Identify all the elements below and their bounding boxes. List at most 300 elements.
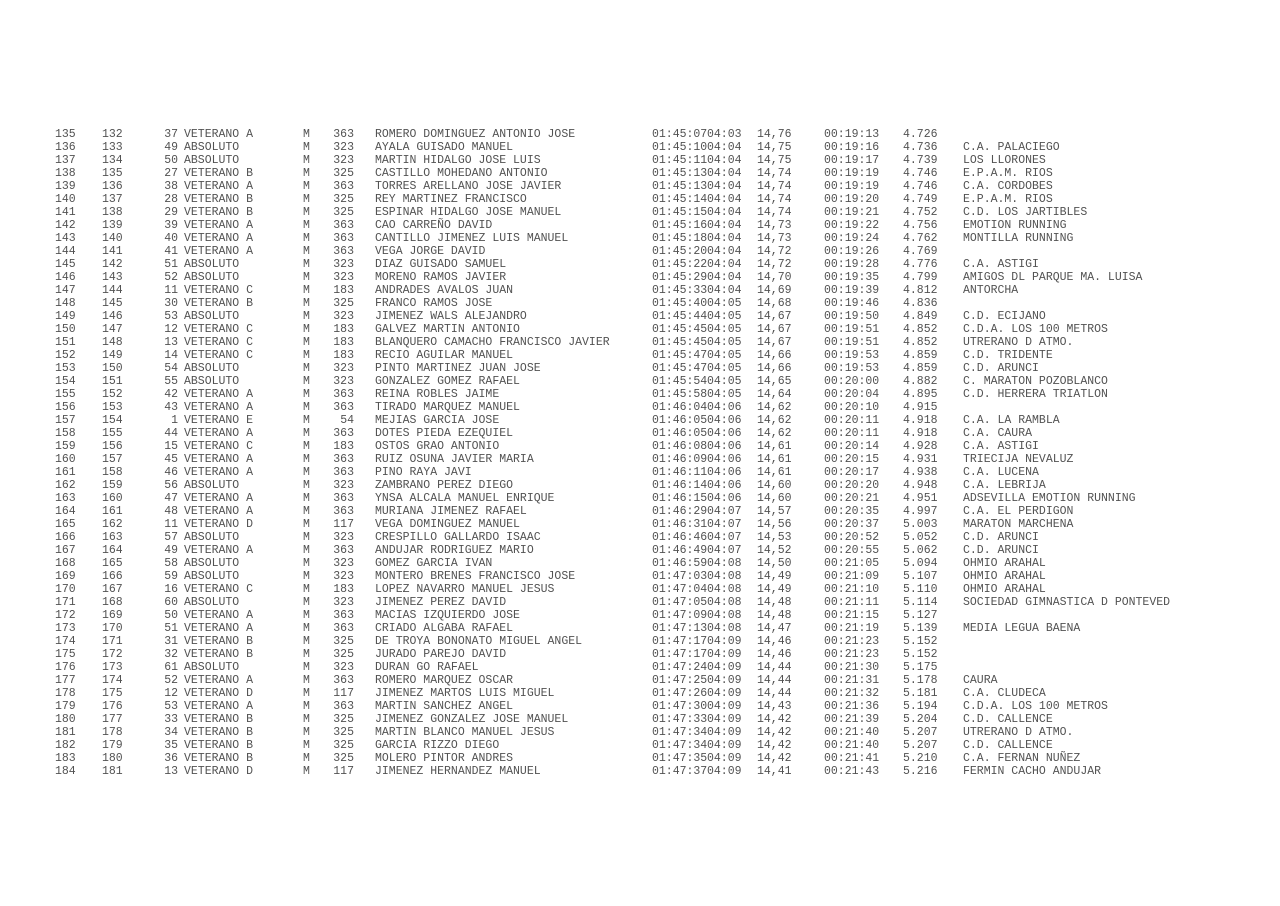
table-row bbox=[55, 349, 1170, 362]
cell-time: 01:45:22 bbox=[652, 258, 708, 271]
cell-pos_net: 132 bbox=[102, 128, 123, 141]
cell-sex: M bbox=[303, 375, 310, 388]
cell-pos_net: 168 bbox=[102, 596, 123, 609]
cell-speed_kmh: 14,62 bbox=[757, 401, 792, 414]
cell-diff: 00:21:43 bbox=[824, 765, 880, 778]
cell-category: VETERANO A bbox=[184, 492, 254, 505]
cell-pos: 147 bbox=[55, 284, 76, 297]
cell-speed_m_s: 4.739 bbox=[903, 154, 938, 167]
cell-time: 01:45:20 bbox=[652, 245, 708, 258]
cell-time: 01:45:33 bbox=[652, 284, 708, 297]
cell-speed_m_s: 5.127 bbox=[903, 609, 938, 622]
cell-time: 01:46:05 bbox=[652, 414, 708, 427]
cell-pos_net: 172 bbox=[102, 648, 123, 661]
cell-category: VETERANO A bbox=[184, 388, 254, 401]
cell-club: C.D. CALLENCE bbox=[963, 713, 1053, 726]
cell-category: VETERANO C bbox=[184, 583, 254, 596]
cell-pace_min_km: 04:09 bbox=[707, 661, 742, 674]
cell-diff: 00:20:20 bbox=[824, 479, 880, 492]
table-row bbox=[55, 258, 1170, 271]
cell-category: VETERANO B bbox=[184, 713, 254, 726]
cell-club: EMOTION RUNNING bbox=[963, 219, 1067, 232]
cell-speed_m_s: 5.114 bbox=[903, 596, 938, 609]
cell-diff: 00:19:26 bbox=[824, 245, 880, 258]
cell-speed_kmh: 14,65 bbox=[757, 375, 792, 388]
table-row bbox=[55, 492, 1170, 505]
cell-bib: 325 bbox=[333, 752, 354, 765]
table-row bbox=[55, 232, 1170, 245]
cell-name: PINO RAYA JAVI bbox=[375, 466, 472, 479]
cell-speed_m_s: 4.756 bbox=[903, 219, 938, 232]
cell-diff: 00:20:04 bbox=[824, 388, 880, 401]
cell-sex: M bbox=[303, 674, 310, 687]
cell-pos: 153 bbox=[55, 362, 76, 375]
cell-name: TORRES ARELLANO JOSE JAVIER bbox=[375, 180, 562, 193]
cell-speed_kmh: 14,61 bbox=[757, 453, 792, 466]
cell-sex: M bbox=[303, 570, 310, 583]
cell-pace_min_km: 04:07 bbox=[707, 544, 742, 557]
cell-name: RECIO AGUILAR MANUEL bbox=[375, 349, 514, 362]
cell-diff: 00:21:11 bbox=[824, 596, 880, 609]
cell-pos: 171 bbox=[55, 596, 76, 609]
cell-pos_net: 181 bbox=[102, 765, 123, 778]
cell-diff: 00:19:35 bbox=[824, 271, 880, 284]
cell-sex: M bbox=[303, 531, 310, 544]
cell-pos_net: 161 bbox=[102, 505, 123, 518]
cell-diff: 00:19:19 bbox=[824, 167, 880, 180]
cell-name: CASTILLO MOHEDANO ANTONIO bbox=[375, 167, 548, 180]
cell-cat_pos: 12 bbox=[164, 323, 178, 336]
cell-diff: 00:19:46 bbox=[824, 297, 880, 310]
cell-sex: M bbox=[303, 193, 310, 206]
cell-category: VETERANO C bbox=[184, 336, 254, 349]
cell-speed_m_s: 4.852 bbox=[903, 336, 938, 349]
cell-cat_pos: 44 bbox=[164, 427, 178, 440]
cell-time: 01:46:08 bbox=[652, 440, 708, 453]
cell-diff: 00:21:32 bbox=[824, 687, 880, 700]
cell-club: C.D. ARUNCI bbox=[963, 544, 1039, 557]
cell-cat_pos: 37 bbox=[164, 128, 178, 141]
cell-pos_net: 135 bbox=[102, 167, 123, 180]
cell-pos: 167 bbox=[55, 544, 76, 557]
table-row bbox=[55, 518, 1170, 531]
cell-pos_net: 153 bbox=[102, 401, 123, 414]
cell-cat_pos: 49 bbox=[164, 141, 178, 154]
cell-bib: 117 bbox=[333, 765, 354, 778]
cell-name: VEGA DOMINGUEZ MANUEL bbox=[375, 518, 520, 531]
cell-sex: M bbox=[303, 427, 310, 440]
cell-category: VETERANO A bbox=[184, 401, 254, 414]
cell-pos: 144 bbox=[55, 245, 76, 258]
cell-club: C.A. CAURA bbox=[963, 427, 1033, 440]
cell-name: JIMENEZ PEREZ DAVID bbox=[375, 596, 507, 609]
cell-pos: 137 bbox=[55, 154, 76, 167]
table-row bbox=[55, 661, 1170, 674]
cell-club: MEDIA LEGUA BAENA bbox=[963, 622, 1081, 635]
cell-cat_pos: 33 bbox=[164, 713, 178, 726]
cell-cat_pos: 13 bbox=[164, 765, 178, 778]
cell-speed_kmh: 14,76 bbox=[757, 128, 792, 141]
cell-sex: M bbox=[303, 453, 310, 466]
cell-speed_m_s: 4.752 bbox=[903, 206, 938, 219]
cell-club: E.P.A.M. RIOS bbox=[963, 193, 1053, 206]
cell-speed_kmh: 14,72 bbox=[757, 245, 792, 258]
cell-time: 01:45:11 bbox=[652, 154, 708, 167]
cell-sex: M bbox=[303, 648, 310, 661]
cell-pos_net: 166 bbox=[102, 570, 123, 583]
cell-sex: M bbox=[303, 310, 310, 323]
cell-club: LOS LLORONES bbox=[963, 154, 1046, 167]
cell-pace_min_km: 04:06 bbox=[707, 466, 742, 479]
cell-category: VETERANO A bbox=[184, 544, 254, 557]
cell-sex: M bbox=[303, 609, 310, 622]
cell-sex: M bbox=[303, 336, 310, 349]
cell-time: 01:45:54 bbox=[652, 375, 708, 388]
cell-category: VETERANO A bbox=[184, 700, 254, 713]
cell-pos: 136 bbox=[55, 141, 76, 154]
table-row bbox=[55, 609, 1170, 622]
cell-club: UTRERANO D ATMO. bbox=[963, 726, 1074, 739]
cell-bib: 323 bbox=[333, 141, 354, 154]
cell-speed_kmh: 14,67 bbox=[757, 336, 792, 349]
cell-cat_pos: 15 bbox=[164, 440, 178, 453]
cell-pos: 183 bbox=[55, 752, 76, 765]
cell-pos_net: 180 bbox=[102, 752, 123, 765]
cell-pace_min_km: 04:08 bbox=[707, 583, 742, 596]
cell-bib: 363 bbox=[333, 466, 354, 479]
cell-name: REINA ROBLES JAIME bbox=[375, 388, 500, 401]
cell-category: VETERANO E bbox=[184, 414, 254, 427]
cell-diff: 00:20:15 bbox=[824, 453, 880, 466]
cell-club: UTRERANO D ATMO. bbox=[963, 336, 1074, 349]
cell-speed_kmh: 14,53 bbox=[757, 531, 792, 544]
cell-pos: 143 bbox=[55, 232, 76, 245]
cell-pos_net: 169 bbox=[102, 609, 123, 622]
table-row bbox=[55, 141, 1170, 154]
cell-club: ADSEVILLA EMOTION RUNNING bbox=[963, 492, 1136, 505]
cell-speed_kmh: 14,61 bbox=[757, 466, 792, 479]
cell-pos: 161 bbox=[55, 466, 76, 479]
cell-pos: 177 bbox=[55, 674, 76, 687]
cell-time: 01:45:40 bbox=[652, 297, 708, 310]
cell-time: 01:45:16 bbox=[652, 219, 708, 232]
cell-cat_pos: 52 bbox=[164, 674, 178, 687]
cell-pos: 159 bbox=[55, 440, 76, 453]
cell-cat_pos: 27 bbox=[164, 167, 178, 180]
cell-cat_pos: 39 bbox=[164, 219, 178, 232]
cell-pace_min_km: 04:04 bbox=[707, 193, 742, 206]
cell-pos: 141 bbox=[55, 206, 76, 219]
table-row bbox=[55, 622, 1170, 635]
cell-diff: 00:20:14 bbox=[824, 440, 880, 453]
table-row bbox=[55, 245, 1170, 258]
cell-name: ANDUJAR RODRIGUEZ MARIO bbox=[375, 544, 534, 557]
cell-bib: 323 bbox=[333, 258, 354, 271]
table-row bbox=[55, 297, 1170, 310]
cell-bib: 363 bbox=[333, 180, 354, 193]
table-row bbox=[55, 583, 1170, 596]
cell-pace_min_km: 04:09 bbox=[707, 713, 742, 726]
cell-category: ABSOLUTO bbox=[184, 570, 240, 583]
cell-diff: 00:21:40 bbox=[824, 726, 880, 739]
cell-bib: 325 bbox=[333, 193, 354, 206]
cell-club: E.P.A.M. RIOS bbox=[963, 167, 1053, 180]
cell-name: JIMENEZ GONZALEZ JOSE MANUEL bbox=[375, 713, 569, 726]
cell-time: 01:46:46 bbox=[652, 531, 708, 544]
cell-pos: 158 bbox=[55, 427, 76, 440]
cell-sex: M bbox=[303, 479, 310, 492]
cell-speed_m_s: 5.052 bbox=[903, 531, 938, 544]
cell-pos_net: 149 bbox=[102, 349, 123, 362]
cell-speed_kmh: 14,73 bbox=[757, 219, 792, 232]
cell-pos_net: 134 bbox=[102, 154, 123, 167]
cell-club: C.D.A. LOS 100 METROS bbox=[963, 323, 1108, 336]
cell-pos: 152 bbox=[55, 349, 76, 362]
cell-speed_m_s: 5.204 bbox=[903, 713, 938, 726]
cell-category: VETERANO D bbox=[184, 518, 254, 531]
table-row bbox=[55, 739, 1170, 752]
cell-speed_m_s: 4.776 bbox=[903, 258, 938, 271]
cell-time: 01:47:30 bbox=[652, 700, 708, 713]
cell-sex: M bbox=[303, 739, 310, 752]
table-row bbox=[55, 219, 1170, 232]
cell-speed_kmh: 14,67 bbox=[757, 310, 792, 323]
cell-pos: 181 bbox=[55, 726, 76, 739]
cell-category: ABSOLUTO bbox=[184, 141, 240, 154]
cell-pace_min_km: 04:04 bbox=[707, 206, 742, 219]
cell-bib: 363 bbox=[333, 492, 354, 505]
cell-name: TIRADO MARQUEZ MANUEL bbox=[375, 401, 520, 414]
cell-bib: 183 bbox=[333, 440, 354, 453]
table-row bbox=[55, 193, 1170, 206]
cell-pace_min_km: 04:05 bbox=[707, 388, 742, 401]
cell-name: DURAN GO RAFAEL bbox=[375, 661, 479, 674]
table-row bbox=[55, 128, 1170, 141]
cell-cat_pos: 55 bbox=[164, 375, 178, 388]
cell-speed_m_s: 5.194 bbox=[903, 700, 938, 713]
cell-diff: 00:19:24 bbox=[824, 232, 880, 245]
cell-club: C.A. CORDOBES bbox=[963, 180, 1053, 193]
cell-club: C.A. ASTIGI bbox=[963, 440, 1039, 453]
cell-cat_pos: 52 bbox=[164, 271, 178, 284]
cell-diff: 00:21:30 bbox=[824, 661, 880, 674]
cell-club: C.A. LEBRIJA bbox=[963, 479, 1046, 492]
cell-speed_m_s: 5.216 bbox=[903, 765, 938, 778]
cell-speed_m_s: 5.175 bbox=[903, 661, 938, 674]
cell-name: RUIZ OSUNA JAVIER MARIA bbox=[375, 453, 534, 466]
cell-sex: M bbox=[303, 414, 310, 427]
table-row bbox=[55, 401, 1170, 414]
table-row bbox=[55, 635, 1170, 648]
cell-pace_min_km: 04:09 bbox=[707, 765, 742, 778]
cell-diff: 00:21:39 bbox=[824, 713, 880, 726]
cell-club: C.A. ASTIGI bbox=[963, 258, 1039, 271]
cell-time: 01:45:45 bbox=[652, 323, 708, 336]
cell-sex: M bbox=[303, 661, 310, 674]
cell-bib: 117 bbox=[333, 687, 354, 700]
cell-pace_min_km: 04:04 bbox=[707, 245, 742, 258]
cell-club: C.A. LUCENA bbox=[963, 466, 1039, 479]
cell-club: C.A. EL PERDIGON bbox=[963, 505, 1074, 518]
cell-sex: M bbox=[303, 206, 310, 219]
cell-speed_m_s: 5.207 bbox=[903, 726, 938, 739]
cell-pos_net: 173 bbox=[102, 661, 123, 674]
cell-pos: 174 bbox=[55, 635, 76, 648]
cell-speed_kmh: 14,56 bbox=[757, 518, 792, 531]
cell-diff: 00:21:40 bbox=[824, 739, 880, 752]
cell-pace_min_km: 04:06 bbox=[707, 427, 742, 440]
cell-bib: 325 bbox=[333, 167, 354, 180]
cell-pace_min_km: 04:04 bbox=[707, 284, 742, 297]
cell-cat_pos: 51 bbox=[164, 622, 178, 635]
cell-bib: 363 bbox=[333, 700, 354, 713]
cell-pace_min_km: 04:03 bbox=[707, 128, 742, 141]
cell-cat_pos: 1 bbox=[171, 414, 178, 427]
cell-bib: 363 bbox=[333, 232, 354, 245]
cell-sex: M bbox=[303, 622, 310, 635]
cell-cat_pos: 13 bbox=[164, 336, 178, 349]
cell-name: VEGA JORGE DAVID bbox=[375, 245, 486, 258]
cell-diff: 00:19:22 bbox=[824, 219, 880, 232]
cell-pos_net: 174 bbox=[102, 674, 123, 687]
cell-pos_net: 142 bbox=[102, 258, 123, 271]
cell-club: C.D. ARUNCI bbox=[963, 362, 1039, 375]
cell-time: 01:46:31 bbox=[652, 518, 708, 531]
cell-pos: 163 bbox=[55, 492, 76, 505]
cell-category: VETERANO B bbox=[184, 193, 254, 206]
cell-time: 01:47:34 bbox=[652, 726, 708, 739]
cell-pace_min_km: 04:05 bbox=[707, 297, 742, 310]
cell-speed_kmh: 14,41 bbox=[757, 765, 792, 778]
cell-speed_kmh: 14,42 bbox=[757, 726, 792, 739]
cell-pos_net: 163 bbox=[102, 531, 123, 544]
cell-pace_min_km: 04:05 bbox=[707, 375, 742, 388]
cell-speed_m_s: 5.003 bbox=[903, 518, 938, 531]
cell-club: FERMIN CACHO ANDUJAR bbox=[963, 765, 1102, 778]
cell-speed_m_s: 4.812 bbox=[903, 284, 938, 297]
cell-pace_min_km: 04:07 bbox=[707, 505, 742, 518]
cell-category: VETERANO A bbox=[184, 427, 254, 440]
cell-name: GARCIA RIZZO DIEGO bbox=[375, 739, 500, 752]
cell-diff: 00:21:36 bbox=[824, 700, 880, 713]
table-row bbox=[55, 674, 1170, 687]
cell-sex: M bbox=[303, 284, 310, 297]
cell-time: 01:45:18 bbox=[652, 232, 708, 245]
cell-pace_min_km: 04:09 bbox=[707, 648, 742, 661]
cell-name: CAO CARREÑO DAVID bbox=[375, 219, 493, 232]
cell-category: VETERANO A bbox=[184, 180, 254, 193]
table-row bbox=[55, 362, 1170, 375]
cell-diff: 00:19:19 bbox=[824, 180, 880, 193]
cell-speed_m_s: 5.181 bbox=[903, 687, 938, 700]
cell-pos_net: 158 bbox=[102, 466, 123, 479]
cell-diff: 00:20:00 bbox=[824, 375, 880, 388]
cell-time: 01:45:45 bbox=[652, 336, 708, 349]
cell-pace_min_km: 04:08 bbox=[707, 596, 742, 609]
cell-category: VETERANO C bbox=[184, 349, 254, 362]
cell-speed_m_s: 4.746 bbox=[903, 167, 938, 180]
cell-sex: M bbox=[303, 388, 310, 401]
cell-time: 01:46:49 bbox=[652, 544, 708, 557]
cell-name: ROMERO DOMINGUEZ ANTONIO JOSE bbox=[375, 128, 576, 141]
cell-diff: 00:21:23 bbox=[824, 648, 880, 661]
cell-diff: 00:19:17 bbox=[824, 154, 880, 167]
cell-category: VETERANO A bbox=[184, 609, 254, 622]
cell-pos: 162 bbox=[55, 479, 76, 492]
cell-diff: 00:19:53 bbox=[824, 349, 880, 362]
cell-speed_kmh: 14,42 bbox=[757, 752, 792, 765]
cell-time: 01:45:29 bbox=[652, 271, 708, 284]
cell-name: AYALA GUISADO MANUEL bbox=[375, 141, 514, 154]
cell-cat_pos: 36 bbox=[164, 752, 178, 765]
cell-category: VETERANO A bbox=[184, 466, 254, 479]
cell-speed_kmh: 14,49 bbox=[757, 583, 792, 596]
cell-time: 01:46:14 bbox=[652, 479, 708, 492]
cell-sex: M bbox=[303, 713, 310, 726]
cell-speed_m_s: 4.726 bbox=[903, 128, 938, 141]
cell-cat_pos: 41 bbox=[164, 245, 178, 258]
cell-bib: 363 bbox=[333, 609, 354, 622]
cell-bib: 363 bbox=[333, 219, 354, 232]
cell-pace_min_km: 04:06 bbox=[707, 479, 742, 492]
cell-pos_net: 137 bbox=[102, 193, 123, 206]
cell-diff: 00:19:53 bbox=[824, 362, 880, 375]
cell-bib: 363 bbox=[333, 388, 354, 401]
cell-pos: 148 bbox=[55, 297, 76, 310]
cell-speed_kmh: 14,44 bbox=[757, 687, 792, 700]
cell-pos_net: 139 bbox=[102, 219, 123, 232]
cell-speed_kmh: 14,42 bbox=[757, 713, 792, 726]
cell-bib: 323 bbox=[333, 362, 354, 375]
cell-pos: 173 bbox=[55, 622, 76, 635]
cell-bib: 363 bbox=[333, 505, 354, 518]
cell-speed_m_s: 4.836 bbox=[903, 297, 938, 310]
cell-pace_min_km: 04:08 bbox=[707, 557, 742, 570]
cell-name: CRIADO ALGABA RAFAEL bbox=[375, 622, 514, 635]
cell-category: ABSOLUTO bbox=[184, 362, 240, 375]
cell-time: 01:45:47 bbox=[652, 362, 708, 375]
cell-bib: 323 bbox=[333, 531, 354, 544]
cell-category: VETERANO D bbox=[184, 765, 254, 778]
cell-time: 01:47:17 bbox=[652, 648, 708, 661]
cell-name: LOPEZ NAVARRO MANUEL JESUS bbox=[375, 583, 555, 596]
cell-cat_pos: 47 bbox=[164, 492, 178, 505]
cell-pos: 157 bbox=[55, 414, 76, 427]
cell-bib: 363 bbox=[333, 128, 354, 141]
cell-pos: 168 bbox=[55, 557, 76, 570]
cell-category: ABSOLUTO bbox=[184, 271, 240, 284]
cell-pace_min_km: 04:05 bbox=[707, 336, 742, 349]
cell-speed_m_s: 5.110 bbox=[903, 583, 938, 596]
cell-speed_kmh: 14,62 bbox=[757, 414, 792, 427]
cell-speed_kmh: 14,42 bbox=[757, 739, 792, 752]
cell-speed_m_s: 4.852 bbox=[903, 323, 938, 336]
cell-speed_kmh: 14,73 bbox=[757, 232, 792, 245]
cell-pace_min_km: 04:06 bbox=[707, 401, 742, 414]
cell-speed_kmh: 14,62 bbox=[757, 427, 792, 440]
cell-bib: 325 bbox=[333, 726, 354, 739]
cell-cat_pos: 50 bbox=[164, 154, 178, 167]
table-row bbox=[55, 427, 1170, 440]
cell-sex: M bbox=[303, 466, 310, 479]
cell-diff: 00:19:28 bbox=[824, 258, 880, 271]
cell-diff: 00:19:13 bbox=[824, 128, 880, 141]
table-row bbox=[55, 206, 1170, 219]
cell-diff: 00:21:05 bbox=[824, 557, 880, 570]
cell-bib: 323 bbox=[333, 479, 354, 492]
cell-speed_kmh: 14,75 bbox=[757, 154, 792, 167]
cell-pace_min_km: 04:04 bbox=[707, 271, 742, 284]
